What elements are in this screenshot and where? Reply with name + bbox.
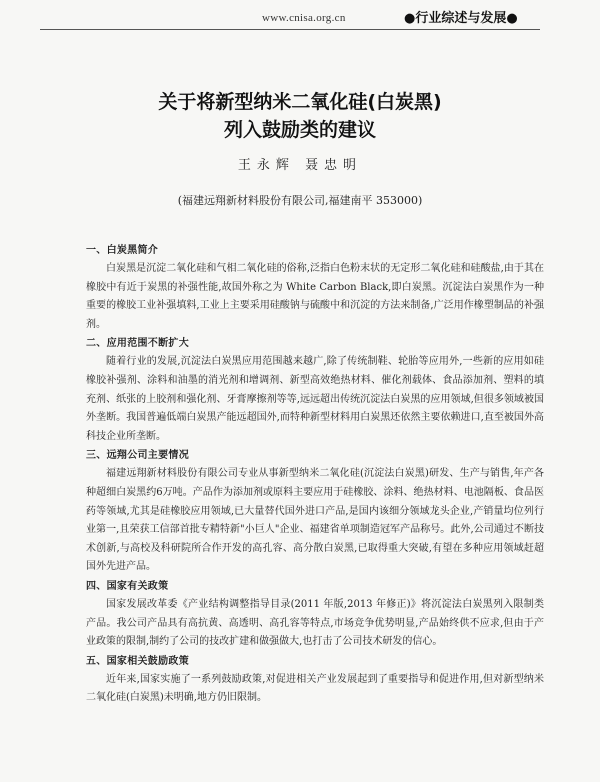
title-line-2: 列入鼓励类的建议 (223, 119, 376, 141)
header-rule (40, 29, 540, 30)
section-heading: 三、远翔公司主要情况 (86, 450, 189, 462)
section-3 (86, 446, 544, 577)
affiliation: (福建远翔新材料股份有限公司,福建南平 353000) (177, 194, 423, 207)
section-5 (86, 652, 544, 708)
section-heading: 二、应用范围不断扩大 (86, 338, 189, 350)
section-paragraph: 近年来,国家实施了一系列鼓励政策,对促进相关产业发展起到了重要指导和促进作用,但对新型纳米二氧化硅(白炭黑)未明确,地方仍旧限制。 (86, 673, 544, 704)
section-paragraph: 随着行业的发展,沉淀法白炭黑应用范围越来越广,除了传统制鞋、轮胎等应用外,一些新的应用如硅橡胶补强剂、涂料和油墨的消光剂和增调剂、新型高效绝热材料、催化剂载体、食品添加剂、塑料的填充剂、纸张的上胶剂和强化剂、牙膏摩擦剂等等,远远超出传统沉淀法白炭黑的应用领域,但很多领域被国外垄断。我国普遍低端白炭黑产能远超国外,而特种新型材料用白炭黑还依然主要依赖进口,直至被国外高科技企业所垄断。 (86, 356, 544, 442)
article-body (86, 241, 544, 708)
section-heading: 一、白炭黑简介 (86, 245, 159, 256)
authors: 王永辉 聂忠明 (237, 158, 363, 173)
section-heading: 四、国家有关政策 (86, 580, 169, 592)
section-tag: ●行业综述与发展● (404, 11, 518, 26)
page-header (0, 0, 600, 46)
site-url: www.cnisa.org.cn (262, 12, 346, 24)
section-heading: 五、国家相关鼓励政策 (86, 655, 189, 667)
section-paragraph: 国家发展改革委《产业结构调整指导目录(2011 年版,2013 年修正)》将沉淀法白炭黑列入限制类产品。我公司产品具有高抗黄、高透明、高孔容等特点,市场竞争优势明显,产品始终供不应求,但由于产业政策的限制,制约了公司的技改扩建和做强做大,也打击了公司技术研发的信心。 (86, 598, 544, 648)
article-title (0, 88, 600, 144)
section-2 (86, 334, 544, 446)
section-1 (86, 241, 544, 334)
section-4 (86, 577, 544, 652)
section-paragraph: 福建远翔新材料股份有限公司专业从事新型纳米二氧化硅(沉淀法白炭黑)研发、生产与销售,年产各种超细白炭黑约6万吨。产品作为添加剂或原料主要应用于硅橡胶、涂料、绝热材料、电池隔板、食品医药等领域,尤其是硅橡胶应用领域,已大量替代国外进口产品,是国内该细分领域龙头企业,产销量均位列行业第一,且荣获工信部首批专精特新"小巨人"企业、福建省单项制造冠军产品称号。此外,公司通过不断技术创新,与高校及科研院所合作开发的高孔容、高分散白炭黑,已取得重大突破,有望在多种应用领域赶超国外先进产品。 (86, 468, 544, 573)
title-line-1: 关于将新型纳米二氧化硅(白炭黑) (158, 91, 442, 113)
section-paragraph: 白炭黑是沉淀二氧化硅和气相二氧化硅的俗称,泛指白色粉末状的无定形二氧化硅和硅酸盐,由于其在橡胶中有近于炭黑的补强性能,故国外称之为 White Carbon Black,即白炭黑。沉淀法白炭黑作为一种重要的橡胶工业补强填料,工业上主要采用硅酸钠与硫酸中和沉淀的方法来制备,广泛用作橡塑制品的补强剂。 (86, 263, 544, 330)
